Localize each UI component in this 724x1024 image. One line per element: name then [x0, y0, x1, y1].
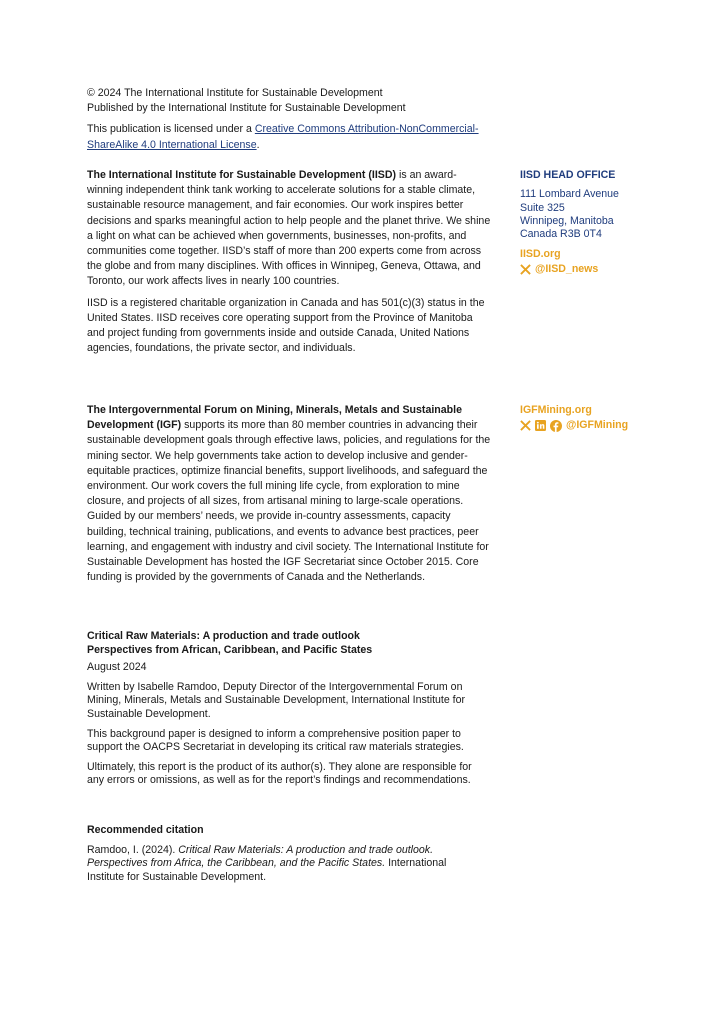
license-prefix: This publication is licensed under a [87, 123, 255, 136]
publication-disclaimer: Ultimately, this report is the product of its author(s). They alone are responsible for any errors or omissions, as well as for the report’s findings and recommendations. [87, 760, 472, 787]
iisd-section [87, 168, 492, 362]
igf-about [87, 403, 492, 585]
x-icon[interactable] [520, 420, 531, 431]
license-link[interactable]: Creative Commons Attribution-NonCommercial-ShareAlike 4.0 International License [87, 123, 479, 151]
copyright-block [87, 86, 492, 153]
iisd-about-text: is an award-winning independent think tank working to accelerate solutions for a stable climate, sustainable resource management, and fair economies. Our work inspires better decisions and sparks meaningful action to help people and the planet thrive. We shine a light on what can be achieved when governments, businesses, non-profits, and communities come together. IISD’s staff of more than 200 experts come from across the globe and from many disciplines. With offices in Winnipeg, Geneva, Ottawa, and Toronto, our work affects lives in nearly 100 countries. [87, 169, 491, 288]
head-office-title: IISD HEAD OFFICE [520, 169, 616, 181]
iisd-about [87, 168, 492, 290]
head-office-block [520, 168, 700, 277]
citation-title: Critical Raw Materials: A production and trade outlook. Perspectives from Africa, the Caribbean, and the Pacific States. [87, 843, 434, 870]
x-icon[interactable] [520, 264, 531, 275]
publication-section [87, 630, 477, 794]
igf-contact-block [520, 403, 700, 433]
facebook-icon[interactable] [550, 420, 562, 432]
iisd-website-link[interactable]: IISD.org [520, 247, 561, 260]
publication-author: Written by Isabelle Ramdoo, Deputy Director of the Intergovernmental Forum on Mining, Minerals, Metals and Sustainable Development, International Institute for Sustainable Development. [87, 680, 466, 720]
address-line: 111 Lombard Avenue [520, 188, 619, 201]
citation-prefix: Ramdoo, I. (2024). [87, 843, 179, 856]
iisd-social [520, 262, 700, 277]
address-line: Canada R3B 0T4 [520, 228, 602, 241]
license-suffix: . [256, 138, 260, 151]
citation-suffix: International Institute for Sustainable Development. [87, 857, 447, 883]
publication-title-line1: Critical Raw Materials: A production and trade outlook [87, 630, 360, 642]
publication-date: August 2024 [87, 661, 147, 674]
address-line: Winnipeg, Manitoba [520, 215, 614, 228]
publication-title-line2: Perspectives from African, Caribbean, and Pacific States [87, 643, 373, 656]
citation-heading: Recommended citation [87, 824, 204, 836]
iisd-charity: IISD is a registered charitable organization in Canada and has 501(c)(3) status in the United States. IISD receives core operating support from the Province of Manitoba and project funding from governments inside and outside Canada, United Nations agencies, foundations, the private sector, and individuals. [87, 296, 485, 355]
igf-section [87, 403, 492, 591]
citation-text [87, 844, 479, 885]
iisd-news-handle[interactable]: @IISD_news [535, 263, 599, 276]
igf-website-link[interactable]: IGFMining.org [520, 404, 592, 416]
publication-purpose: This background paper is designed to inform a comprehensive position paper to support the OACPS Secretariat in developing its critical raw materials strategies. [87, 727, 464, 754]
copyright-line: © 2024 The International Institute for Sustainable Development [87, 87, 383, 99]
igf-name: The Intergovernmental Forum on Mining, Minerals, Metals and Sustainable Development (IGF) [87, 404, 462, 432]
igf-about-text: supports its more than 80 member countries in advancing their sustainable development goals through effective laws, policies, and regulations for the mining sector. We help governments take action to develop inclusive and gender-equitable practices, optimize financial benefits, support livelihoods, and safeguard the environment. Our work covers the full mining life cycle, from exploration to mine closure, and projects of all sizes, from artisanal mining to large-scale operations. Guided by our members’ needs, we provide in-country assessments, capacity building, technical training, publications, and events to advance best practices, peer learning, and engagement with industry and civil society. The International Institute for Sustainable Development has hosted the IGF Secretariat since October 2015. Core funding is provided by the governments of Canada and the Netherlands. [87, 419, 491, 584]
igf-social [520, 418, 700, 433]
linkedin-icon[interactable] [535, 420, 546, 431]
igf-handle[interactable]: @IGFMining [566, 419, 629, 432]
address-line: Suite 325 [520, 201, 565, 214]
license-text [87, 122, 492, 152]
citation-section [87, 824, 479, 884]
iisd-name: The International Institute for Sustainable Development (IISD) [87, 169, 397, 181]
publisher-line: Published by the International Institute for Sustainable Development [87, 102, 406, 115]
publication-title [87, 630, 477, 657]
